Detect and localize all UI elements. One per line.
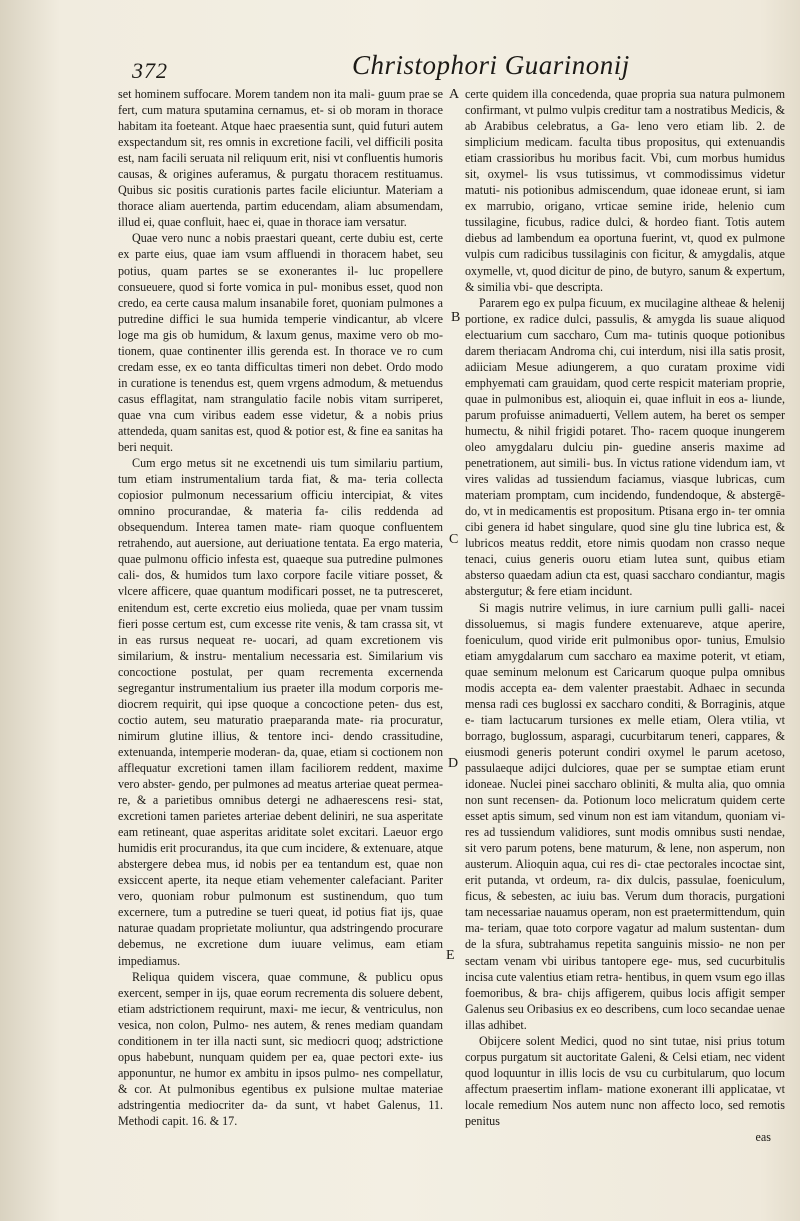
running-head: Christophori Guarinonij bbox=[352, 50, 630, 80]
right-paragraph-3: Si magis nutrire velimus, in iure carnium pulli galli- nacei dissoluemus, si magis fundere extenuareve, atque aperire, foeniculum, quod viride erit pulmonibus opor- tunius, Emulsio etiam amygdalarum cum saccharo ea maxime poterit, vt etiam, quae seminum melonum est Caricarum quoque pulpa omnibus modis accepta ea- dem valenter praestabit. Adhaec in secunda mensa radi ces buglossi ex saccharo conditi, & Borraginis, atque e- tiam lactucarum tursiones ex melle etiam, Olera vtilia, vt borrago, buglossum, asparagi, cucurbitarum teneri, cappares, & eiusmodi generis poterunt condiri oxymel le parum acetoso, passulaeque adijci dulciores, quae per se sumptae etiam erunt idoneae. Nuclei pinei saccharo obliniti, & multa alia, quo omnia non sunt recensen- da. Potionum loco melicratum quidem certe esset aptis simum, sed vinum non est iam vitandum, quoniam vi- res ad tussiendum validiores, sunt modis omnibus susti nendae, sit vero parum potens, bene maturum, & lene, non asperum, non austerum. Alioquin aqua, cui res di- ctae pectorales incoctae sint, erit putanda, vt ordeum, ra- dix dulcis, passulae, foeniculum, ficus, & sebesten, ac iuiu bas. Verum dum thoracis, purgationi tam necessariae nauamus operam, non est praetermittendum, quin ma- teriam, quae toto corpore vagatur ad malum sustentan- dum de la sfura, subtrahamus repetita sanguinis missio- ne non per sectam venam vbi uiribus tantopere ege- mus, sed cucurbitulis incisa cute valentius etiam retra- hentibus, in quem vsum ego illas foemoribus, & bra- chijs affigerem, quibus locis affigit semper Galenus seu Oribasius ex eo describens, cum loco secandae uenae illas adhibet. bbox=[465, 600, 785, 1032]
page-header bbox=[0, 0, 800, 86]
left-paragraph-3: Cum ergo metus sit ne excetnendi uis tum similariu partium, tum etiam instrumentalium tarda fiat, & ma- teria collecta copiosior pulmonum necessarium officiu intercipiat, & vites omnino procurandae, & materia fa- cilis reddenda ad obsequendum. Interea tamen mate- riam quoque confluentem retrahendo, aut auersione, aut deriuatione tentata. Ea ergo materia, quae pulmonu officio infesta est, quaeque sua putredine pulmones cali- dos, & humidos tum laxo corpore facile vitiare posset, & vlcere afficere, quae quantum modificari posset, ne ta putresceret, enitendum est, certe excretio eius molieda, quae per vnam tussim fieri posse certum est, cum excesse rite venis, & tam crassa sit, vt in eas rursus nequeat re- uocari, ad quam excretionem vis similarium, & instru- mentalium necessaria est. Similarium vis concoctione postulat, per quam recrementa excernenda segregantur instrumentalium ius praeter illa modum corporis me- diocrem requirit, qui ipse quoque a concoctione peten- dus est, coctio autem, seu maturatio praeparanda mate- ria procuratur, nimirum glutine illius, & tentore inci- dendo crassitudine, extenuanda, intemperie moderan- da, quae, etiam si coctionem non afflequatur excretioni tamen illam faciliorem reddent, maxime vero abster- gendo, per pulmones ad meatus arteriae queat permea- re, & a parietibus omnibus detergi ne adhaerescens resi- stat, excretioni tamen parietes arteriae debent deliniri, ne sua asperitate eam retineant, quae asperitas ariditate solet excitari. Laeuor ergo humidis erit procurandus, ita que cum incidere, & extenuare, atque abstergere debea mus, id nobis per ea tentandum est, quae non exsiccent aperte, ita neque etiam vehementer calefaciant. Pariter vero, quoniam robur pulmonum est sustinendum, quo tum excernere, tum a putredine se tueri queat, id potius fiat ijs, quae naturae quadam proprietate moliuntur, qua adstringendo procurare debemus, ne excretione dum iuuare velimus, eam etiam impediamus. bbox=[118, 456, 443, 968]
page-number: 372 bbox=[132, 58, 168, 83]
right-paragraph-1: certe quidem illa concedenda, quae propria sua natura pulmonem confirmant, vt pulmo vulpis creditur tam a nostratibus Medicis, & ab Arabibus celebratus, a Ga- leno vero etiam lib. 2. de simplicium medicam. faculta tibus propositus, qui extenuandis etiam crassioribus hu moribus facit. Vbi, cum morbus humidus sit, oxymel- lis vsus tutissimus, vt commodissimus videtur matuti- nis potionibus admiscendum, quae idoneae erunt, si iam ex marrubio, origano, vrticae semine iride, helenio cum tussilagine, ficubus, radice dulci, & hordeo fiant. Totis autem diebus ad lambendum ea oportuna fuerint, vt, quod ex pulmone vulpis cum radicibus tussilaginis con ficitur, & amygdalis, atque oxymelle, vt, quod dicitur de pino, de butyro, sanum & expertum, & similia vbi- que descripta. bbox=[465, 87, 785, 294]
margin-marker-c: C bbox=[449, 532, 459, 547]
right-paragraph-2: Pararem ego ex pulpa ficuum, ex mucilagine altheae & helenij portione, ex radice dulci, passulis, & amygda lis suaue aliquod electuarium cum saccharo, Cum ma- tutinis quoque potionibus darem theriacam Androma chi, cui interdum, nisi illa satis prosit, adiiciam Mesue adiungerem, a quo curatam proxime vidi emphyemati cam grauidam, quod certe respicit materiam proprie, quae in pulmonibus est, alioquin ei, quae influit in eos a- liunde, parum profuisse animaduerti, Vellem autem, ha beret os semper humectu, & nihil frigidi potaret. Tho- racem quoque inungerem oleo amygdalaru dulciu pin- guedine anseris maxime ad penetrationem, aut simili- bus. In victus ratione videndum iam, vt vires validas ad tussiendum faciamus, viasque lubricas, cum materiam promptam, cum incidendo, fundendoque, & abstergē- do, vt in medicamentis est propositum. Ptisana ergo in- ter omnia cibi genera id habet singulare, quod sine glu tine lubrica est, & lubricos meatus reddit, etore nimis quodam non crasso neque tenaci, cuius generis ouoru etiam lutea sunt, quibus etiam absterso quaedam adiun cta est, quasi saccharo condiantur, magis abstergutur; & fere etiam incidunt. bbox=[465, 295, 785, 599]
left-column bbox=[118, 86, 443, 1129]
left-paragraph-4: Reliqua quidem viscera, quae commune, & publicu opus exercent, semper in ijs, quae eorum recrementa dis soluere debent, etiam adstrictionem requirunt, maxi- me iecur, & ventriculus, non vesica, non colon, Pulmo- nes autem, & renes mediam quandam conditionem in ter illa nacti sunt, sic mediocri quoq; adstrictione opus habebunt, nunquam quidem per ea, quae pectori exte- ius apponuntur, ne humor ex ambitu in ipsos pulmo- nes compellatur, & cor. At pulmonibus egentibus ex pulsione multae materiae adstringentia mediocriter da- da sunt, vt habet Galenus, 11. Methodi capit. 16. & 17. bbox=[118, 969, 443, 1128]
right-column bbox=[465, 86, 785, 1145]
left-paragraph-2: Quae vero nunc a nobis praestari queant, certe dubiu est, certe ex parte eius, quae iam vsum affluendi in thoracem habet, seu potius, quam partes se se exonerantes il- luc propellere consueuere, quod si forte vomica in pul- monibus esset, quod non credo, ea certe causa malum insanabile foret, quoniam pulmones a putredine diffici le sua humida temperie vindicantur, ab vlcere loge ma gis ob humidum, & laxum genus, maxime vero ob mo- tionem, quae continenter illis gerenda est. In thorace ve ro cum credam esse, ex eo tanta difficultas timeri non debet. Ordo modo in curatione is tenendus est, quem vrgens admodum, & metuendus casus efflagitat, nam strangulatio facile nobis vitam surriperet, quae vna cum viribus eadem esse videtur, & a nobis prius attendeda, quam sanitas est, quod & potior est, & fine ea sanitas ha beri nequit. bbox=[118, 231, 443, 455]
margin-marker-e: E bbox=[446, 948, 455, 963]
margin-marker-d: D bbox=[448, 756, 459, 771]
catchword: eas bbox=[755, 1130, 771, 1145]
right-paragraph-4: Obijcere solent Medici, quod no sint tutae, nisi prius totum corpus purgatum sit auctoritate Galeni, & Celsi etiam, nec vident quod loquuntur in illis locis de vsu cu curbitularum, quo locum affectum praesertim inflam- matione exonerant illi applicatae, vt locale remedium Nos autem nunc non affecto loco, sed remotis penitus bbox=[465, 1033, 785, 1128]
margin-marker-a: A bbox=[449, 87, 460, 102]
left-paragraph-1: set hominem suffocare. Morem tandem non ita mali- guum prae se fert, cum matura sputamina cernamus, et- si ob moram in thorace habitam ita foeteant. Atque haec praesentia sunt, quid futuri autem exspectandum sit, res omnis in excretione facili, vel difficili posita est, nam facili seruata nil reliquum erit, nisi vt confluentis humoris causas, & origines auferamus, & purgatu thoracem restituamus. Quibus sic positis curationis partes facile eliciuntur. Materiam a thorace aliam auertenda, partim educendam, aliam absumendam, illud ei, quae confluit, haec ei, quae in thorace iam versatur. bbox=[118, 87, 443, 230]
margin-marker-b: B bbox=[451, 310, 461, 325]
